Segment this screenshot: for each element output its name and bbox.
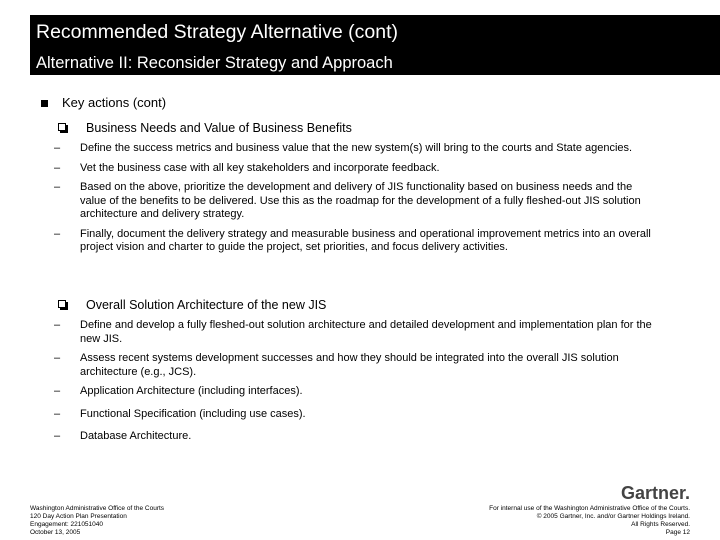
dash-bullet-icon: – <box>54 407 61 420</box>
square-bullet-icon <box>41 100 48 107</box>
list-item: – Functional Specification (including use cases). <box>54 407 306 420</box>
footer-left <box>30 505 164 537</box>
footer-line: 120 Day Action Plan Presentation <box>30 513 127 520</box>
dash-bullet-icon: – <box>54 319 61 331</box>
dash-bullet-icon: – <box>54 430 61 442</box>
list-item: – Define the success metrics and business value that the new system(s) will bring to the courts and State agencies. <box>54 142 633 154</box>
page-title: Recommended Strategy Alternative (cont) <box>36 21 399 43</box>
key-actions-block <box>40 95 700 111</box>
checkbox-bullet-icon <box>58 300 66 308</box>
list-item: – Database Architecture. <box>54 430 192 442</box>
section-items <box>54 319 698 444</box>
gartner-logo: Gartner. <box>620 483 690 503</box>
section-business-needs <box>54 120 698 261</box>
dash-bullet-icon: – <box>54 385 61 397</box>
footer-line: For internal use of the Washington Administrative Office of the Courts. <box>489 505 690 512</box>
footer-line: October 13, 2005 <box>30 529 81 536</box>
section-heading-row <box>58 120 698 136</box>
list-item: – Define and develop a fully fleshed-out solution architecture and detailed development and implementation plan for the new JIS. <box>54 319 652 345</box>
page-subtitle: Alternative II: Reconsider Strategy and Approach <box>36 54 393 72</box>
section-solution-architecture <box>54 297 698 450</box>
dash-bullet-icon: – <box>54 181 61 193</box>
list-item: – Vet the business case with all key stakeholders and incorporate feedback. <box>54 161 440 174</box>
key-actions-item <box>40 95 700 111</box>
page-number: Page 12 <box>665 529 690 536</box>
footer-line: © 2005 Gartner, Inc. and/or Gartner Holdings Ireland. <box>536 513 690 520</box>
section-heading: Business Needs and Value of Business Benefits <box>86 121 352 135</box>
dash-bullet-icon: – <box>54 142 61 154</box>
section-items <box>54 142 698 255</box>
checkbox-bullet-icon <box>58 123 66 131</box>
footer-line: All Rights Reserved. <box>631 521 690 528</box>
footer-right <box>489 505 690 537</box>
dash-bullet-icon: – <box>54 227 61 240</box>
title-banner <box>30 15 720 75</box>
section-heading: Overall Solution Architecture of the new JIS <box>86 298 327 312</box>
list-item: – Finally, document the delivery strategy and measurable business and operational improvement metrics into an overall project vision and charter to guide the project, set priorities, and focus delivery activities. <box>54 227 651 253</box>
list-item: – Application Architecture (including interfaces). <box>54 385 303 397</box>
dash-bullet-icon: – <box>54 161 61 174</box>
list-item: – Based on the above, prioritize the development and delivery of JIS functionality based on business needs and the value of the benefits to be delivered. Use this as the roadmap for the development of a fully fleshed-out JIS solution architecture and delivery strategy. <box>54 181 641 220</box>
key-actions-label: Key actions (cont) <box>62 95 167 110</box>
section-heading-row <box>58 297 698 313</box>
footer-line: Washington Administrative Office of the Courts <box>30 505 165 512</box>
footer-line: Engagement: 221051040 <box>30 521 104 528</box>
list-item: – Assess recent systems development successes and how they should be integrated into the overall JIS solution architecture (e.g., JCS). <box>54 352 619 378</box>
dash-bullet-icon: – <box>54 352 61 364</box>
